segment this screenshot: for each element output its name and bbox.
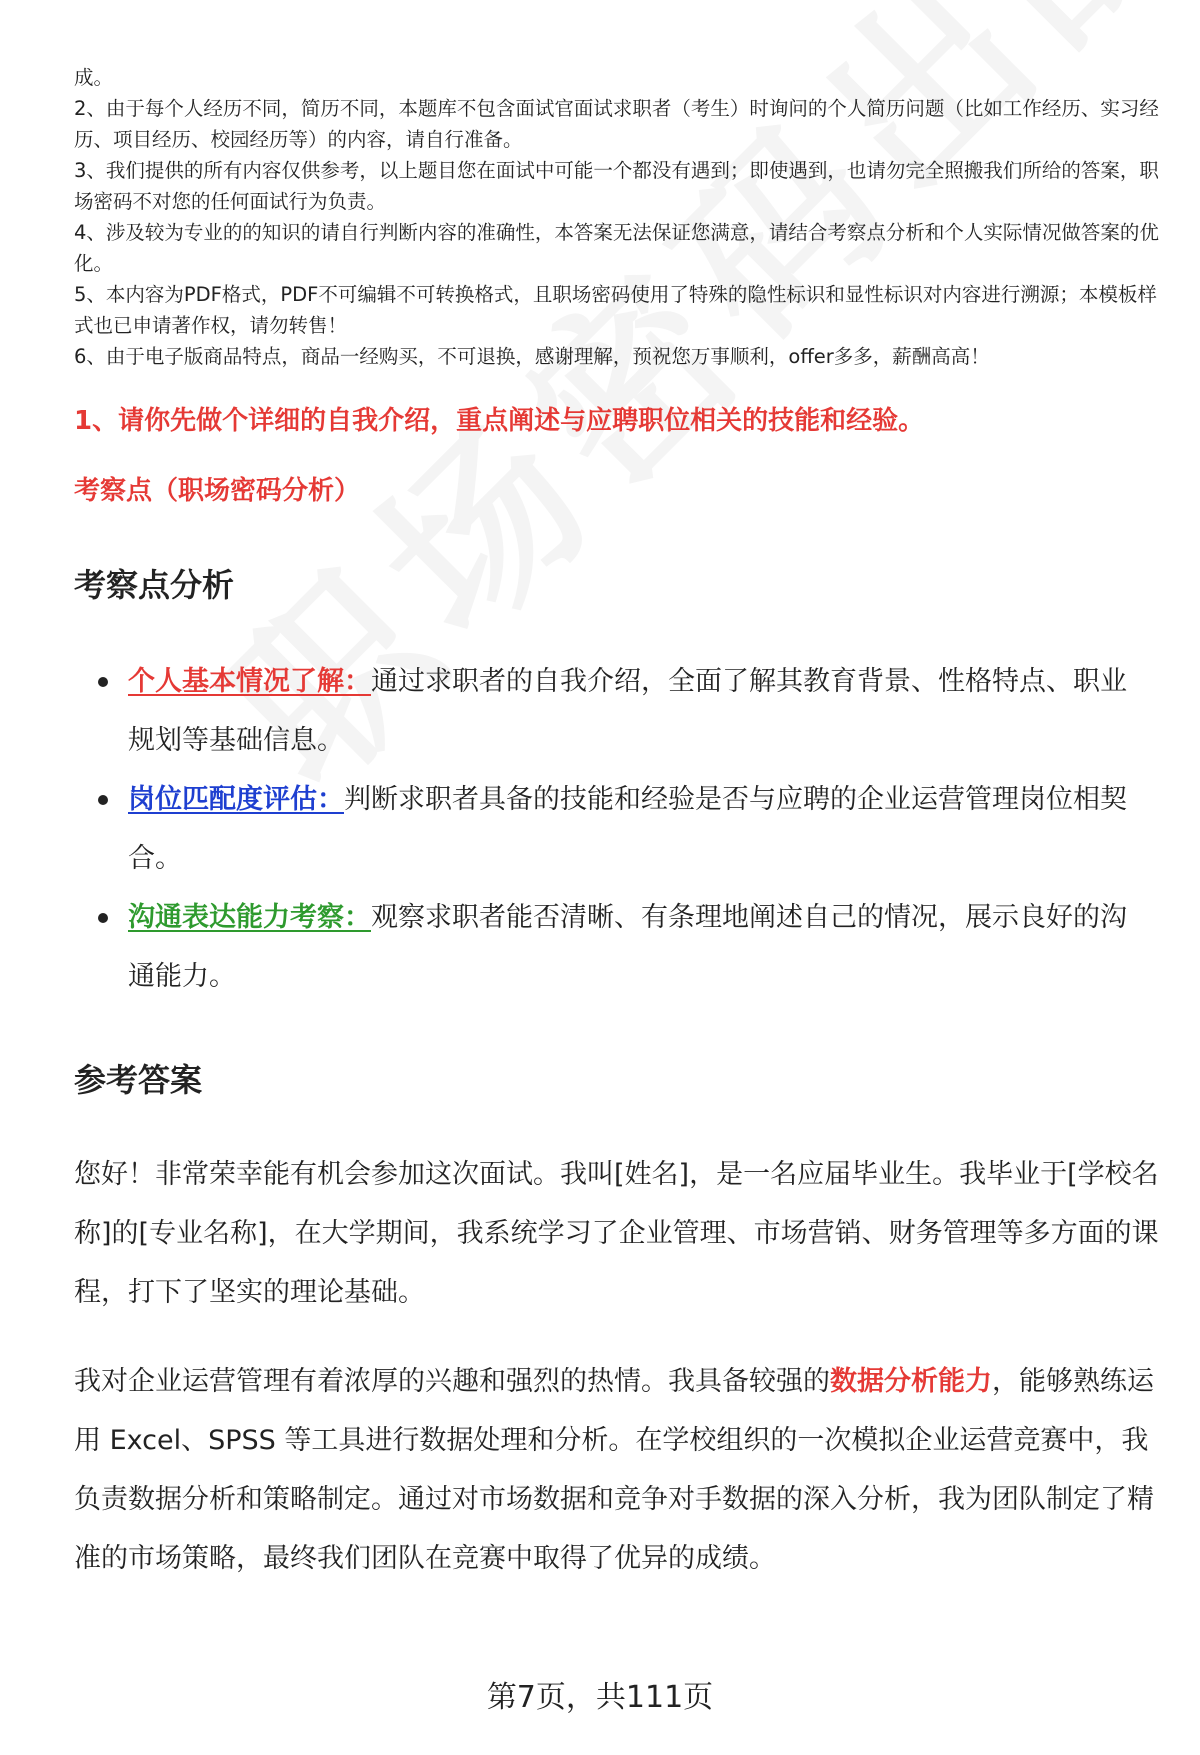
- bullet-icon: [98, 677, 108, 687]
- analysis-term: 沟通表达能力考察：: [128, 902, 371, 933]
- answer-text: 我对企业运营管理有着浓厚的兴趣和强烈的热情。我具备较强的: [74, 1366, 830, 1397]
- analysis-text: 判断求职者具备的技能和经验是否与应聘的企业运营管理岗位相契合。: [128, 784, 1127, 874]
- answer-body: [74, 1145, 1164, 1618]
- analysis-term: 个人基本情况了解：: [128, 666, 371, 697]
- answer-paragraph: 您好！非常荣幸能有机会参加这次面试。我叫[姓名]，是一名应届毕业生。我毕业于[学校名称]的[专业名称]，在大学期间，我系统学习了企业管理、市场营销、财务管理等多方面的课程，打下了坚实的理论基础。: [74, 1159, 1159, 1308]
- analysis-heading: 考察点分析: [74, 566, 235, 604]
- answer-text: ，能够熟练运用 Excel、SPSS 等工具进行数据处理和分析。在学校组织的一次模拟企业运营竞赛中，我负责数据分析和策略制定。通过对市场数据和竞争对手数据的深入分析，我为团队制定了精准的市场策略，最终我们团队在竞赛中取得了优异的成绩。: [74, 1366, 1154, 1574]
- analysis-list: [74, 652, 1150, 1006]
- list-item: [74, 652, 1150, 770]
- disclaimer-notes: [74, 62, 1164, 372]
- question-title: 1、请你先做个详细的自我介绍，重点阐述与应聘职位相关的技能和经验。: [74, 406, 925, 436]
- answer-highlight: 数据分析能力: [830, 1366, 992, 1397]
- list-item: [74, 888, 1150, 1006]
- note-line: 6、由于电子版商品特点，商品一经购买，不可退换，感谢理解，预祝您万事顺利，offer多多，薪酬高高！: [74, 345, 990, 368]
- note-line: 2、由于每个人经历不同，简历不同，本题库不包含面试官面试求职者（考生）时询问的个人简历问题（比如工作经历、实习经历、项目经历、校园经历等）的内容，请自行准备。: [74, 97, 1159, 151]
- answer-heading: 参考答案: [74, 1061, 203, 1099]
- bullet-icon: [98, 795, 108, 805]
- list-item: [74, 770, 1150, 888]
- note-line: 3、我们提供的所有内容仅供参考，以上题目您在面试中可能一个都没有遇到；即使遇到，也请勿完全照搬我们所给的答案，职场密码不对您的任何面试行为负责。: [74, 159, 1159, 213]
- analysis-text: 观察求职者能否清晰、有条理地阐述自己的情况，展示良好的沟通能力。: [128, 902, 1127, 992]
- bullet-icon: [98, 913, 108, 923]
- note-line: 5、本内容为PDF格式，PDF不可编辑不可转换格式，且职场密码使用了特殊的隐性标识和显性标识对内容进行溯源；本模板样式也已申请著作权，请勿转售！: [74, 283, 1157, 337]
- page-number: 第7页，共111页: [486, 1680, 714, 1715]
- note-line: 4、涉及较为专业的的知识的请自行判断内容的准确性，本答案无法保证您满意，请结合考察点分析和个人实际情况做答案的优化。: [74, 221, 1159, 275]
- analysis-text: 通过求职者的自我介绍，全面了解其教育背景、性格特点、职业规划等基础信息。: [128, 666, 1127, 756]
- note-line: 成。: [74, 66, 114, 89]
- analysis-term: 岗位匹配度评估：: [128, 784, 344, 815]
- kaocha-section-title: 考察点（职场密码分析）: [74, 476, 361, 506]
- answer-paragraph: [74, 1352, 1164, 1588]
